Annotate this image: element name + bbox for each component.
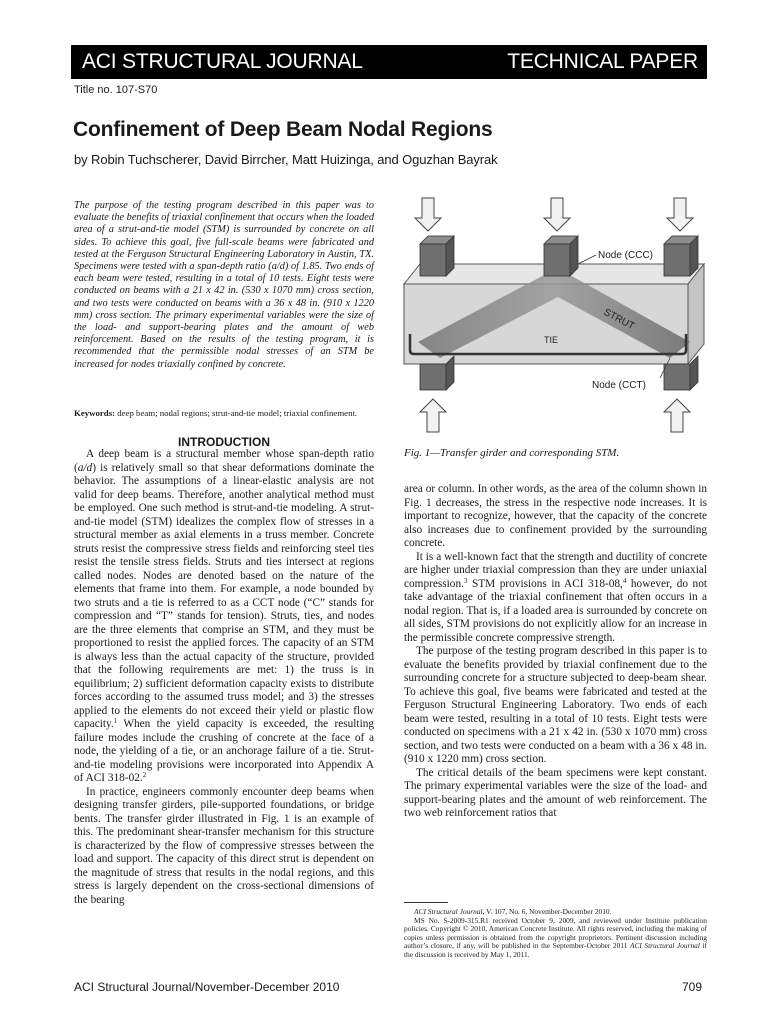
keywords-label: Keywords:: [74, 408, 116, 418]
journal-header-bar: [71, 45, 707, 79]
footer-journal-issue: ACI Structural Journal/November-December 2010: [74, 980, 340, 994]
paragraph: area or column. In other words, as the area of the column shown in Fig. 1 decreases, the stress in the respective node increases. It is important to recognize, however, that the capacity of the concrete also increases due to confinement provided by the surrounding concrete.: [404, 483, 707, 549]
footnote-line: MS No. S-2009-315.R1 received October 9, 2009, and reviewed under Institute publication policies. Copyright © 2010, American Concrete Institute. All rights reserved, including the making of copies unless permission is obtained from the copyright proprietors. Pertinent discussion including author’s closure, if any, will be published in the September-October 2011 ACI Structural Journal if the discussion is received by May 1, 2011.: [404, 915, 707, 959]
author-list: by Robin Tuchscherer, David Birrcher, Matt Huizinga, and Oguzhan Bayrak: [74, 152, 498, 167]
citation-ref: 2: [142, 771, 147, 779]
paragraph: It is a well-known fact that the strength and ductility of concrete are higher under triaxial compression than they are under uniaxial compression.$^3$ STM provisions in ACI 318-08,$^4$ however, do not take advantage of the triaxial confinement that often occurs in a nodal region. That is, if a loaded area is surrounded by concrete on all sides, STM provisions do not explicitly allow for an increase in the permissible concrete compressive strength.: [404, 550, 707, 644]
label-node-cct: Node (CCT): [592, 380, 646, 391]
support-arrow-right: [664, 399, 690, 432]
body-column-left: [74, 448, 374, 907]
figure-transfer-girder: [398, 192, 708, 434]
leader-line-ccc: [578, 255, 596, 264]
support-arrow-left: [420, 399, 446, 432]
keywords-text: deep beam; nodal regions; strut-and-tie model; triaxial confinement.: [115, 408, 358, 418]
label-node-ccc: Node (CCC): [598, 250, 654, 261]
body-column-right: [404, 483, 707, 821]
citation-ref: 1: [113, 717, 118, 725]
load-arrow-left: [415, 198, 441, 231]
citation-ref: 3: [463, 576, 468, 585]
footnote-divider: [404, 902, 448, 903]
footnote: [404, 908, 707, 960]
paragraph: In practice, engineers commonly encounter deep beams when designing transfer girders, pile-supported foundations, or bridge bents. The transfer girder illustrated in Fig. 1 is an example of this. The predominant shear-transfer mechanism for this structure is characterized by the flow of compressive stresses between the load and support. The capacity of this direct strut is dependent on the magnitude of stress that results in the nodal regions, and this stress is largely dependent on the cross-sectional dimensions of the bearing: [74, 785, 374, 906]
title-number: Title no. 107-S70: [74, 84, 158, 96]
paragraph: The purpose of the testing program described in this paper is to evaluate the benefits provided by triaxial confinement due to the surrounding concrete for a structure subjected to deep-beam shear. To achieve this goal, five beams were fabricated and tested at the Ferguson Structural Engineering Laboratory. Two ends of each beam were tested, resulting in a total of 10 tests. Eight tests were conducted on specimens with a 21 x 42 in. (530 x 1070 mm) cross section, and two tests were conducted on a beam with a 36 x 48 in. (910 x 1220 mm) cross section.: [404, 645, 707, 765]
footnote-line: ACI Structural Journal, V. 107, No. 6, November-December 2010.: [414, 907, 612, 916]
paper-type: TECHNICAL PAPER: [507, 50, 698, 73]
paragraph: A deep beam is a structural member whose span-depth ratio (a/d) is relatively small so that shear deformations dominate the behavior. The assumptions of a linear-elastic analysis are not valid for deep beams. Therefore, another analytical method must be employed. One such method is strut-and-tie modeling. A strut-and-tie model (STM) idealizes the complex flow of stresses in a structural member as axial elements in a truss member. Concrete struts resist the compressive stress fields and reinforcing steel ties resist the tensile stress fields. Struts and ties intersect at regions called nodes. Nodes are denoted based on the nature of the elements that frame into them. For example, a node bounded by two struts and a tie is referred to as a CCT node (“C” stands for compression and “T” stands for tension). Struts, ties, and nodes are the three elements that comprise an STM, and they must be proportioned to resist the applied forces. The capacity of an STM is always less than the actual capacity of the structure, provided that the following requirements are met: 1) the truss is in equilibrium; 2) sufficient deformation capacity exists to distribute forces according to the assumed truss model; and 3) the stresses applied to the elements do not exceed their yield or plastic flow capacity.$^1$ When the yield capacity is exceeded, the resulting failure modes include the crushing of concrete at the face of a node, the yielding of a tie, or an anchorage failure of a tie. Strut-and-tie modeling provisions were incorporated into Appendix A of ACI 318-02.$^2$: [74, 448, 374, 784]
section-heading-introduction: INTRODUCTION: [178, 435, 270, 449]
label-strut: STRUT: [601, 306, 637, 333]
figure-caption: Fig. 1—Transfer girder and corresponding STM.: [404, 447, 620, 459]
keywords: [74, 408, 374, 418]
load-arrow-right: [667, 198, 693, 231]
page-number: 709: [682, 980, 703, 994]
column-top-left: [420, 236, 454, 276]
column-top-right: [664, 236, 698, 276]
paper-title: Confinement of Deep Beam Nodal Regions: [73, 118, 493, 141]
abstract: The purpose of the testing program described in this paper was to evaluate the benefits of triaxial confinement that occurs when the loaded area of a strut-and-tie model (STM) is surrounded by concrete on all sides. To achieve this goal, five full-scale beams were fabricated and tested at the Ferguson Structural Engineering Laboratory in Austin, TX. Specimens were tested with a span-depth ratio (a/d) of 1.85. Two ends of each beam were tested, resulting in a total of 10 tests. Eight tests were conducted on beams with a 21 x 42 in. (530 x 1070 mm) cross section, and two tests were conducted on beams with a 36 x 48 in. (910 x 1220 mm) cross section. The primary experimental variables were the size of the load- and support-bearing plates and the amount of web reinforcement. Based on the results of the testing program, it is recommended that the permissible nodal stresses of an STM be increased for nodes triaxially confined by concrete.: [74, 200, 374, 370]
citation-ref: 4: [622, 576, 627, 585]
column-top-middle: [544, 236, 578, 276]
paragraph: The critical details of the beam specimens were kept constant. The primary experimental variables were the size of the load- and support-bearing plates and the amount of web reinforcement. The two web reinforcement ratios that: [404, 766, 707, 819]
load-arrow-middle: [544, 198, 570, 231]
journal-name: ACI STRUCTURAL JOURNAL: [82, 50, 363, 73]
label-tie: TIE: [544, 335, 559, 345]
